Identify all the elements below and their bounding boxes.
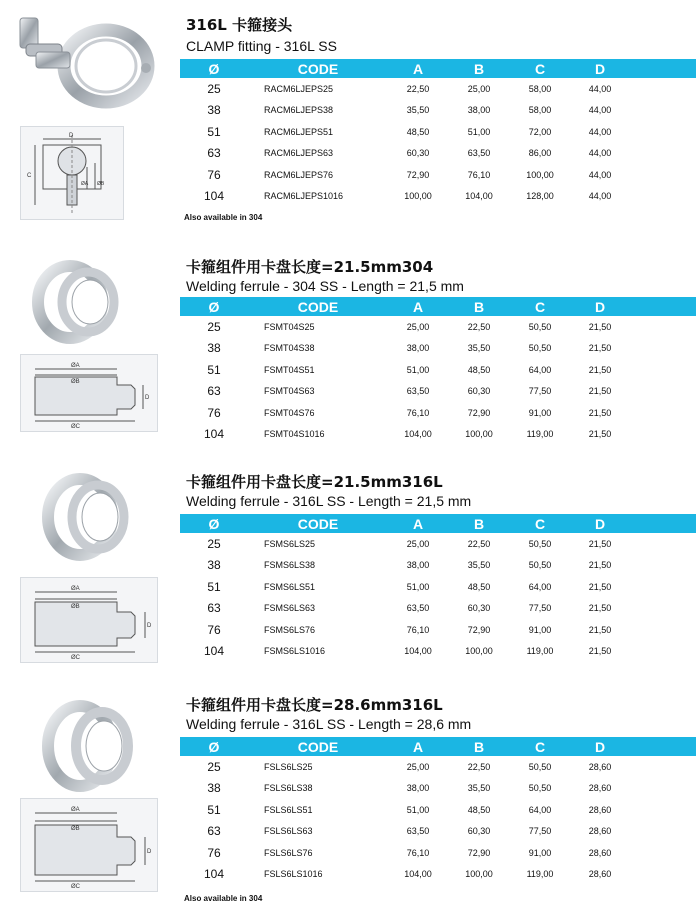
table-row	[180, 316, 696, 338]
col-header-b: B	[448, 297, 510, 316]
cell-b: 100,00	[465, 646, 493, 657]
section-ferrule-316l-28-6	[0, 690, 700, 914]
section-ferrule-304-21-5	[0, 250, 700, 455]
col-header-b: B	[448, 514, 510, 533]
col-header-code: CODE	[248, 297, 388, 316]
drawing-label: ØC	[71, 655, 80, 661]
cell-code: FSLS6LS25	[264, 761, 313, 772]
col-header-b: B	[448, 59, 510, 78]
cell-d: 21,50	[588, 386, 612, 397]
cell-diameter: 104	[203, 867, 225, 882]
cell-c: 100,00	[526, 169, 554, 180]
table-header	[180, 59, 696, 78]
cell-c: 91,00	[528, 407, 552, 418]
cell-diameter: 25	[207, 536, 221, 551]
cell-code: FSMT04S38	[264, 343, 315, 354]
cell-a: 63,50	[406, 603, 430, 614]
cell-b: 48,50	[467, 364, 491, 375]
availability-note: Also available in 304	[184, 894, 263, 903]
cell-d: 21,50	[588, 646, 612, 657]
cell-b: 76,10	[467, 169, 491, 180]
cell-c: 119,00	[526, 869, 554, 880]
cell-b: 63,50	[467, 148, 491, 159]
cell-b: 72,90	[467, 847, 491, 858]
cell-d: 28,60	[588, 761, 612, 772]
drawing-label: ØA	[71, 363, 80, 369]
cell-d: 44,00	[588, 83, 612, 94]
cell-b: 48,50	[467, 581, 491, 592]
cell-d: 28,60	[588, 783, 612, 794]
ferrule-technical-drawing	[20, 354, 158, 432]
col-header-c: C	[510, 297, 570, 316]
cell-code: FSMS6LS38	[264, 560, 316, 571]
section-title-en: Welding ferrule - 304 SS - Length = 21,5 mm	[186, 278, 464, 294]
cell-a: 72,90	[406, 169, 430, 180]
cell-d: 21,50	[588, 343, 612, 354]
drawing-label: ØC	[71, 424, 80, 430]
cell-diameter: 63	[207, 384, 221, 399]
cell-a: 22,50	[406, 83, 430, 94]
cell-d: 21,50	[588, 407, 612, 418]
cell-diameter: 63	[207, 824, 221, 839]
cell-diameter: 51	[207, 124, 221, 139]
table-header	[180, 297, 696, 316]
cell-c: 50,50	[528, 560, 552, 571]
col-header-d: D	[570, 737, 630, 756]
col-header-diameter: Ø	[180, 737, 248, 756]
cell-c: 64,00	[528, 804, 552, 815]
drawing-label: D	[147, 849, 152, 855]
cell-b: 72,90	[467, 407, 491, 418]
cell-code: RACM6LJEPS25	[264, 83, 334, 94]
cell-code: FSMT04S51	[264, 364, 315, 375]
cell-c: 119,00	[526, 646, 554, 657]
col-header-a: A	[388, 737, 448, 756]
cell-diameter: 51	[207, 362, 221, 377]
col-header-diameter: Ø	[180, 514, 248, 533]
cell-code: FSMS6LS25	[264, 538, 316, 549]
cell-b: 60,30	[467, 386, 491, 397]
table-row	[180, 402, 696, 424]
cell-diameter: 76	[207, 845, 221, 860]
cell-c: 50,50	[528, 343, 552, 354]
cell-a: 51,00	[406, 804, 430, 815]
section-title-en: CLAMP fitting - 316L SS	[186, 38, 337, 54]
cell-a: 104,00	[404, 646, 432, 657]
section-clamp	[0, 0, 700, 225]
cell-diameter: 104	[203, 189, 225, 204]
section-title-en: Welding ferrule - 316L SS - Length = 28,6 mm	[186, 716, 472, 732]
cell-c: 64,00	[528, 364, 552, 375]
cell-c: 58,00	[528, 105, 552, 116]
clamp-technical-drawing	[20, 126, 124, 220]
cell-d: 44,00	[588, 191, 612, 202]
cell-diameter: 38	[207, 341, 221, 356]
cell-d: 28,60	[588, 804, 612, 815]
cell-code: FSMS6LS63	[264, 603, 316, 614]
cell-diameter: 104	[203, 427, 225, 442]
table-row	[180, 359, 696, 381]
table-row	[180, 619, 696, 641]
cell-d: 44,00	[588, 148, 612, 159]
table-row	[180, 100, 696, 122]
table-row	[180, 338, 696, 360]
drawing-label: ØB	[71, 826, 80, 832]
cell-diameter: 76	[207, 622, 221, 637]
table-row	[180, 799, 696, 821]
cell-c: 50,50	[528, 538, 552, 549]
drawing-label: ØB	[71, 379, 80, 385]
cell-c: 72,00	[528, 126, 552, 137]
cell-code: FSLS6LS76	[264, 847, 313, 858]
table-header	[180, 514, 696, 533]
section-title-cn: 卡箍组件用卡盘长度=21.5mm316L	[186, 473, 443, 491]
cell-a: 25,00	[406, 761, 430, 772]
cell-code: FSMS6LS51	[264, 581, 316, 592]
cell-a: 76,10	[406, 847, 430, 858]
cell-diameter: 38	[207, 781, 221, 796]
cell-b: 51,00	[467, 126, 491, 137]
cell-a: 38,00	[406, 343, 430, 354]
cell-a: 63,50	[406, 826, 430, 837]
col-header-code: CODE	[248, 737, 388, 756]
cell-b: 104,00	[465, 191, 493, 202]
cell-a: 63,50	[406, 386, 430, 397]
col-header-d: D	[570, 59, 630, 78]
table-row	[180, 186, 696, 208]
cell-diameter: 25	[207, 759, 221, 774]
cell-b: 22,50	[467, 538, 491, 549]
cell-c: 91,00	[528, 624, 552, 635]
cell-c: 91,00	[528, 847, 552, 858]
table-row	[180, 864, 696, 886]
table-row	[180, 756, 696, 778]
cell-diameter: 51	[207, 579, 221, 594]
drawing-label: ØB	[97, 181, 105, 187]
drawing-label: ØA	[71, 586, 80, 592]
cell-d: 21,50	[588, 321, 612, 332]
cell-b: 100,00	[465, 429, 493, 440]
cell-c: 77,50	[528, 603, 552, 614]
cell-c: 128,00	[526, 191, 554, 202]
col-header-diameter: Ø	[180, 59, 248, 78]
cell-code: RACM6LJEPS51	[264, 126, 334, 137]
cell-b: 35,50	[467, 343, 491, 354]
cell-b: 35,50	[467, 560, 491, 571]
cell-a: 51,00	[406, 581, 430, 592]
cell-diameter: 51	[207, 802, 221, 817]
col-header-d: D	[570, 514, 630, 533]
drawing-label: D	[145, 395, 150, 401]
table-row	[180, 821, 696, 843]
cell-b: 35,50	[467, 783, 491, 794]
cell-d: 21,50	[588, 364, 612, 375]
cell-code: FSLS6LS51	[264, 804, 313, 815]
cell-a: 35,50	[406, 105, 430, 116]
cell-d: 21,50	[588, 624, 612, 635]
cell-code: FSLS6LS1016	[264, 869, 323, 880]
cell-a: 51,00	[406, 364, 430, 375]
cell-d: 44,00	[588, 126, 612, 137]
clamp-photo	[6, 4, 166, 114]
cell-b: 72,90	[467, 624, 491, 635]
table-row	[180, 598, 696, 620]
cell-c: 50,50	[528, 761, 552, 772]
cell-diameter: 25	[207, 319, 221, 334]
spec-table	[180, 737, 696, 885]
cell-d: 28,60	[588, 826, 612, 837]
col-header-c: C	[510, 737, 570, 756]
cell-diameter: 38	[207, 103, 221, 118]
cell-b: 22,50	[467, 321, 491, 332]
cell-d: 44,00	[588, 169, 612, 180]
cell-code: FSLS6LS63	[264, 826, 313, 837]
cell-d: 21,50	[588, 581, 612, 592]
cell-b: 48,50	[467, 804, 491, 815]
cell-a: 25,00	[406, 321, 430, 332]
section-title-en: Welding ferrule - 316L SS - Length = 21,5 mm	[186, 493, 472, 509]
drawing-label: ØA	[71, 807, 80, 813]
col-header-a: A	[388, 59, 448, 78]
cell-d: 28,60	[588, 869, 612, 880]
ferrule-photo	[40, 469, 150, 561]
cell-a: 25,00	[406, 538, 430, 549]
cell-diameter: 25	[207, 81, 221, 96]
cell-a: 104,00	[404, 429, 432, 440]
table-row	[180, 164, 696, 186]
ferrule-technical-drawing	[20, 577, 158, 663]
section-ferrule-316l-21-5	[0, 467, 700, 677]
col-header-b: B	[448, 737, 510, 756]
ferrule-photo	[28, 256, 138, 346]
cell-a: 104,00	[404, 869, 432, 880]
table-row	[180, 842, 696, 864]
cell-b: 60,30	[467, 603, 491, 614]
cell-code: FSMT04S63	[264, 386, 315, 397]
cell-c: 77,50	[528, 826, 552, 837]
cell-a: 76,10	[406, 624, 430, 635]
cell-c: 77,50	[528, 386, 552, 397]
cell-diameter: 63	[207, 601, 221, 616]
cell-code: RACM6LJEPS63	[264, 148, 334, 159]
col-header-diameter: Ø	[180, 297, 248, 316]
cell-c: 64,00	[528, 581, 552, 592]
table-row	[180, 576, 696, 598]
cell-c: 50,50	[528, 321, 552, 332]
ferrule-photo	[40, 696, 150, 792]
table-row	[180, 778, 696, 800]
cell-b: 25,00	[467, 83, 491, 94]
table-row	[180, 381, 696, 403]
cell-code: RACM6LJEPS76	[264, 169, 334, 180]
cell-code: RACM6LJEPS38	[264, 105, 334, 116]
cell-code: FSMS6LS1016	[264, 646, 326, 657]
cell-code: FSLS6LS38	[264, 783, 313, 794]
section-title-cn: 316L 卡箍接头	[186, 16, 293, 34]
cell-a: 38,00	[406, 560, 430, 571]
cell-d: 21,50	[588, 429, 612, 440]
drawing-label: ØB	[71, 604, 80, 610]
cell-c: 58,00	[528, 83, 552, 94]
col-header-d: D	[570, 297, 630, 316]
col-header-c: C	[510, 514, 570, 533]
cell-d: 28,60	[588, 847, 612, 858]
cell-a: 76,10	[406, 407, 430, 418]
col-header-a: A	[388, 514, 448, 533]
table-row	[180, 78, 696, 100]
cell-diameter: 63	[207, 146, 221, 161]
section-title-cn: 卡箍组件用卡盘长度=28.6mm316L	[186, 696, 443, 714]
cell-b: 38,00	[467, 105, 491, 116]
table-row	[180, 424, 696, 446]
col-header-code: CODE	[248, 59, 388, 78]
cell-b: 60,30	[467, 826, 491, 837]
table-header	[180, 737, 696, 756]
table-row	[180, 555, 696, 577]
cell-code: RACM6LJEPS1016	[264, 191, 344, 202]
section-title-cn: 卡箍组件用卡盘长度=21.5mm304	[186, 258, 434, 276]
cell-d: 21,50	[588, 560, 612, 571]
ferrule-technical-drawing	[20, 798, 158, 892]
cell-c: 86,00	[528, 148, 552, 159]
cell-b: 22,50	[467, 761, 491, 772]
drawing-label: ØC	[71, 884, 80, 890]
cell-code: FSMT04S25	[264, 321, 315, 332]
spec-table	[180, 59, 696, 207]
availability-note: Also available in 304	[184, 213, 263, 222]
cell-diameter: 104	[203, 644, 225, 659]
cell-c: 119,00	[526, 429, 554, 440]
cell-c: 50,50	[528, 783, 552, 794]
cell-d: 21,50	[588, 538, 612, 549]
drawing-label: D	[69, 133, 74, 139]
col-header-a: A	[388, 297, 448, 316]
cell-diameter: 76	[207, 405, 221, 420]
drawing-label: ØA	[81, 181, 89, 187]
spec-table	[180, 514, 696, 662]
cell-a: 60,30	[406, 148, 430, 159]
cell-code: FSMS6LS76	[264, 624, 316, 635]
cell-a: 100,00	[404, 191, 432, 202]
drawing-label: D	[147, 623, 152, 629]
table-row	[180, 533, 696, 555]
col-header-c: C	[510, 59, 570, 78]
spec-table	[180, 297, 696, 445]
col-header-code: CODE	[248, 514, 388, 533]
cell-d: 21,50	[588, 603, 612, 614]
cell-code: FSMT04S76	[264, 407, 315, 418]
cell-diameter: 76	[207, 167, 221, 182]
cell-diameter: 38	[207, 558, 221, 573]
cell-a: 48,50	[406, 126, 430, 137]
table-row	[180, 121, 696, 143]
drawing-label: C	[27, 173, 32, 179]
table-row	[180, 641, 696, 663]
cell-d: 44,00	[588, 105, 612, 116]
cell-code: FSMT04S1016	[264, 429, 325, 440]
cell-b: 100,00	[465, 869, 493, 880]
cell-a: 38,00	[406, 783, 430, 794]
table-row	[180, 143, 696, 165]
